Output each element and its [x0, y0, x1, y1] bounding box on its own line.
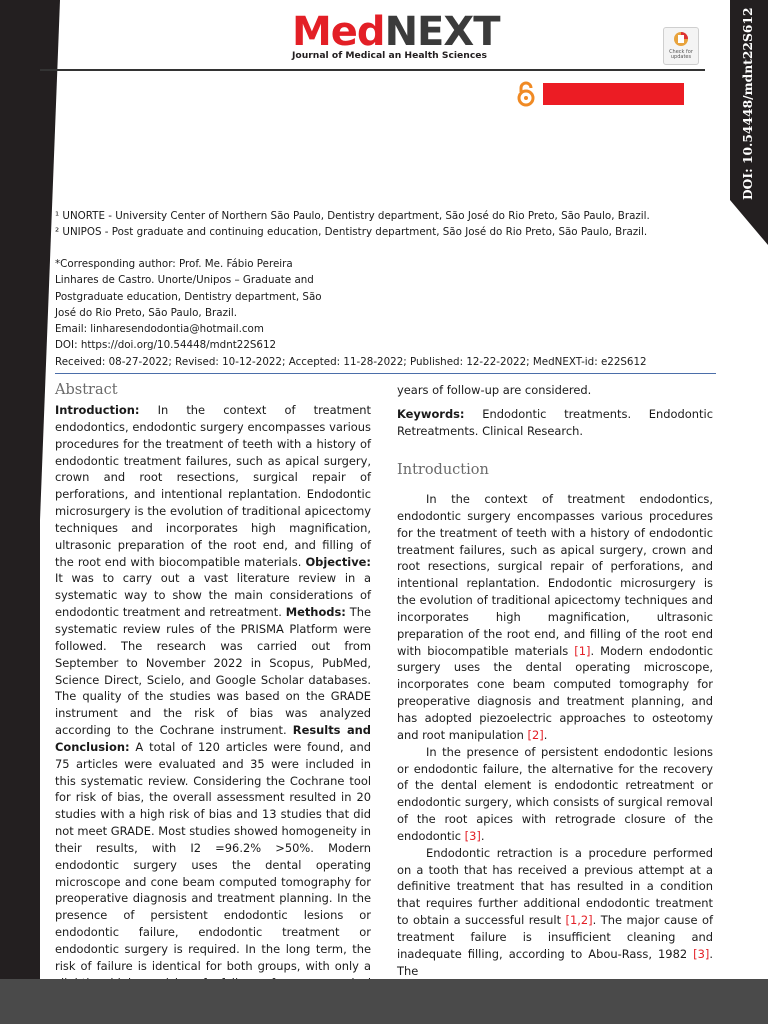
citation-link[interactable]: [1]	[574, 643, 591, 658]
left-band-diagonal	[0, 0, 60, 560]
header-rule	[40, 69, 705, 71]
citation-link[interactable]: [2]	[527, 727, 544, 742]
intro-paragraph-3: Endodontic retraction is a procedure performed on a tooth that has received a previous attempt at a definitive treatment that has resulted in a condition that requires further additional endodontic treatment to obtain a successful result [1,2]. The major cause of treatment failure is insufficient cleaning and inadequate filling, according to Abou-Rass, 1982 [3]. The	[397, 845, 713, 978]
citation-link[interactable]: [3]	[464, 828, 481, 843]
footer-band	[0, 979, 768, 1024]
crossmark-icon	[664, 28, 698, 50]
keywords: Keywords: Endodontic treatments. Endodontic Retreatments. Clinical Research.	[397, 407, 713, 438]
citation-link[interactable]: [3]	[693, 946, 710, 961]
abstract-heading: Abstract	[55, 382, 118, 398]
affiliation-1: ¹ UNORTE - University Center of Northern São Paulo, Dentistry department, São José do Rio Preto, São Paulo, Brazil.	[55, 210, 650, 222]
doi-link[interactable]: DOI: https://doi.org/10.54448/mdnt22S612	[55, 339, 277, 352]
open-access-icon	[514, 81, 538, 107]
abstract-body: Introduction: In the context of treatment endodontics, endodontic surgery encompasses various procedures for the treatment of teeth with a history of endodontic treatment failures, such as apical surgery, crown and root resections, surgical repair of perforations, and intentional replantation. Endodontic microsurgery is the evolution of traditional apicectomy techniques and incorporates high magnification, ultrasonic preparation of the root end, and filling of the root end with biocompatible materials. Objective: It was to carry out a vast literature review in a systematic way to show the main considerations of endodontic treatment and retreatment. Methods: The systematic review rules of the PRISMA Platform were followed. The research was carried out from September to November 2022 in Scopus, PubMed, Science Direct, Scielo, and Google Scholar databases. The quality of the studies was based on the GRADE instrument and the risk of bias was analyzed according to the Cochrane instrument. Results and Conclusion: A total of 120 articles were found, and 75 articles were evaluated and 35 were included in this systematic review. Considering the Cochrane tool for risk of bias, the overall assessment resulted in 20 studies with a high risk of bias and 13 studies that did not meet GRADE. Most studies showed homogeneity in their results, with I2 =96.2% >50%. Modern endodontic surgery uses the dental operating microscope and cone beam computed tomography for preoperative diagnosis and treatment planning. In the presence of persistent endodontic lesions or endodontic failure, endodontic treatment or endodontic surgery is required. In the long term, the risk of failure is identical for both groups, with only a	[55, 403, 371, 973]
affiliation-2: ² UNIPOS - Post graduate and continuing education, Dentistry department, São José do Rio Preto, São Paulo, Brazil.	[55, 226, 648, 238]
email-link[interactable]: Email: linharesendodontia@hotmail.com	[55, 323, 264, 336]
journal-subtitle: Journal of Medical an Health Sciences	[292, 50, 487, 61]
doi-vertical-label: DOI: 10.54448/mdnt22S612	[740, 7, 755, 200]
journal-logo[interactable]	[292, 9, 500, 62]
intro-paragraph-1: In the context of treatment endodontics, endodontic surgery encompasses various procedures for the treatment of teeth with a history of endodontic treatment failures, such as apical surgery, crown and root resections, surgical repair of perforations, and intentional replantation. Endodontic microsurgery is the evolution of traditional apicectomy techniques and incorporates high magnification, ultrasonic preparation of the root end, and filling of the root end with biocompatible materials [1]. Modern endodontic surgery uses the dental operating microscope, incorporates cone beam computed tomography for preoperative diagnosis and treatment planning, and has adopted piezoelectric approaches to osteotomy and root manipulation [2].	[397, 492, 714, 742]
citation-link[interactable]: [1,2]	[565, 913, 593, 928]
article-type-banner	[543, 83, 684, 105]
section-rule	[55, 373, 716, 374]
introduction-heading: Introduction	[397, 462, 489, 478]
check-for-updates-badge[interactable]: Check for updates	[663, 27, 699, 65]
abstract-continuation: years of follow-up are considered.	[397, 383, 592, 397]
intro-paragraph-2: In the presence of persistent endodontic lesions or endodontic failure, the alternative for the recovery of the dental element is endodontic retreatment or endodontic surgery, which consists of surgical removal of the root apices with retrograde closure of the endodontic [3].	[397, 744, 713, 843]
dates-line: Received: 08-27-2022; Revised: 10-12-2022; Accepted: 11-28-2022; Published: 12-22-2022; MedNEXT-id: e22S612	[55, 355, 647, 368]
logo-wordmark: MedNEXT	[292, 9, 500, 55]
introduction-body	[397, 491, 713, 979]
correspondence-block: *Corresponding author: Prof. Me. Fábio Pereira Linhares de Castro. Unorte/Unipos – Graduate and Postgraduate education, Dentistry department, São José do Rio Preto, São Paulo, Brazil. Email: linharesendodontia@hotmail.com DOI: https://doi.org/10.54448/mdnt22S612 Received: 08-27-2022; Revised: 10-12-2022; Accepted: 11-28-2022; Published: 12-22-2022; MedNEXT-id: e22S612	[55, 256, 647, 370]
